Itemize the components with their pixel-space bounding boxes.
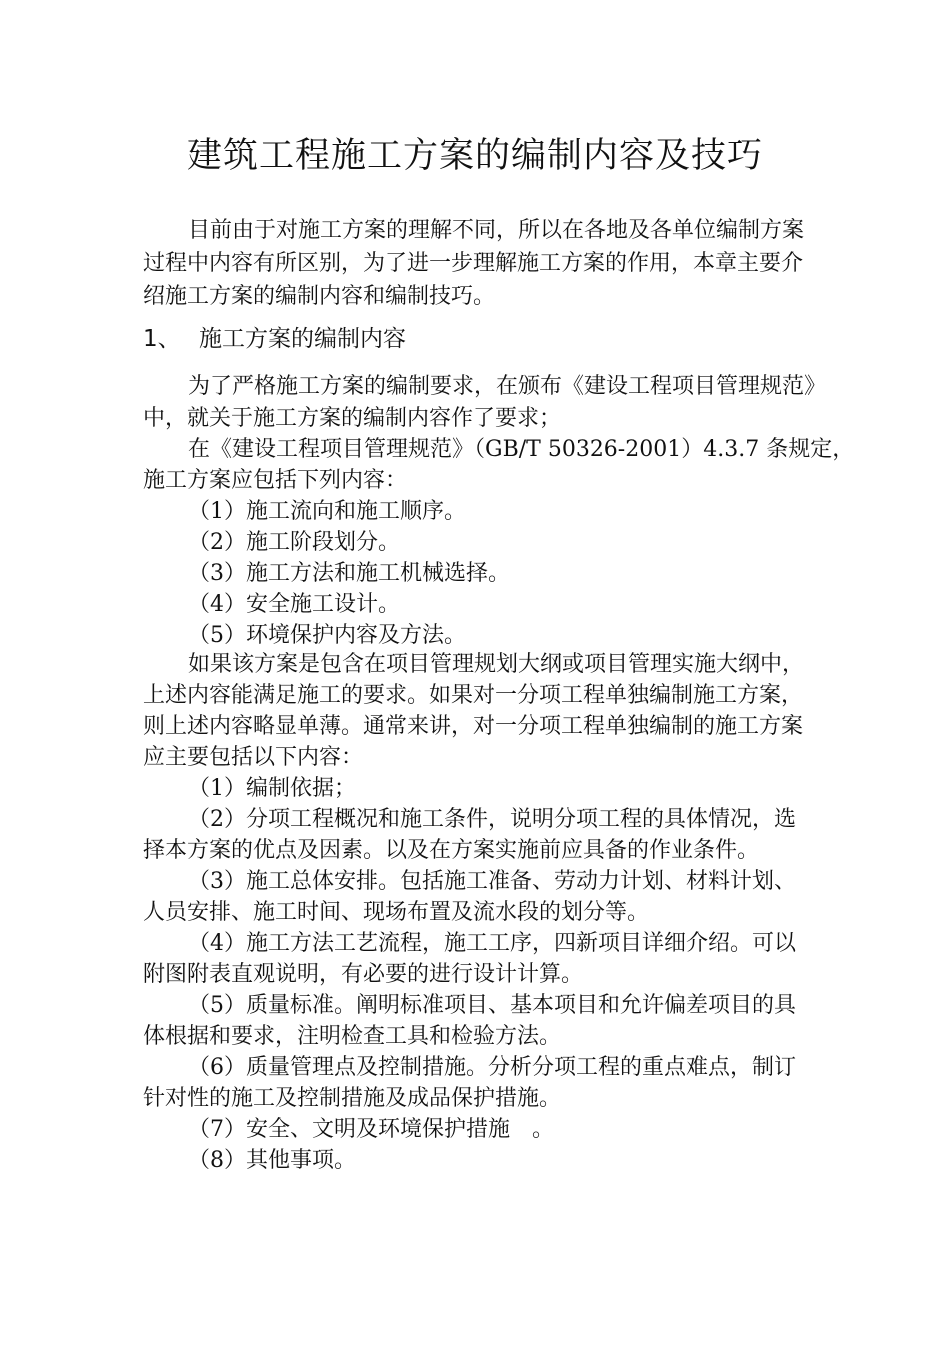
list-item-continuation: 体根据和要求，注明检查工具和检验方法。 xyxy=(143,1024,562,1049)
para-line: 在《建设工程项目管理规范》（GB/T 50326-2001）4.3.7 条规定， xyxy=(188,437,855,462)
intro-line: 绍施工方案的编制内容和编制技巧。 xyxy=(143,284,496,309)
list-item-continuation: 附图附表直观说明，有必要的进行设计计算。 xyxy=(143,962,584,987)
list-item: （7）安全、文明及环境保护措施 。 xyxy=(188,1117,554,1142)
para-line: 为了严格施工方案的编制要求，在颁布《建设工程项目管理规范》 xyxy=(188,374,827,399)
para-line: 如果该方案是包含在项目管理规划大纲或项目管理实施大纲中， xyxy=(188,652,805,677)
list-item-continuation: 针对性的施工及控制措施及成品保护措施。 xyxy=(143,1086,562,1111)
section-title: 施工方案的编制内容 xyxy=(199,326,406,352)
list-item-continuation: 择本方案的优点及因素。以及在方案实施前应具备的作业条件。 xyxy=(143,838,760,863)
list-item: （2）施工阶段划分。 xyxy=(188,530,400,555)
para-line: 则上述内容略显单薄。通常来讲，对一分项工程单独编制的施工方案 xyxy=(143,714,804,739)
list-item-continuation: 人员安排、施工时间、现场布置及流水段的划分等。 xyxy=(143,900,650,925)
intro-line: 目前由于对施工方案的理解不同，所以在各地及各单位编制方案 xyxy=(188,218,805,243)
list-item: （1）施工流向和施工顺序。 xyxy=(188,499,466,524)
list-item: （5）环境保护内容及方法。 xyxy=(188,623,466,648)
list-item: （4）施工方法工艺流程，施工工序，四新项目详细介绍。可以 xyxy=(188,931,796,956)
list-item: （3）施工总体安排。包括施工准备、劳动力计划、材料计划、 xyxy=(188,869,796,894)
section-heading xyxy=(143,322,406,356)
list-item: （2）分项工程概况和施工条件，说明分项工程的具体情况，选 xyxy=(188,807,796,832)
intro-line: 过程中内容有所区别，为了进一步理解施工方案的作用，本章主要介 xyxy=(143,251,804,276)
list-item: （5）质量标准。阐明标准项目、基本项目和允许偏差项目的具 xyxy=(188,993,796,1018)
list-item: （4）安全施工设计。 xyxy=(188,592,400,617)
list-item: （1）编制依据； xyxy=(188,776,356,801)
list-item: （8）其他事项。 xyxy=(188,1148,356,1173)
para-line: 中，就关于施工方案的编制内容作了要求； xyxy=(143,406,562,431)
list-item: （3）施工方法和施工机械选择。 xyxy=(188,561,510,586)
para-line: 应主要包括以下内容： xyxy=(143,745,364,770)
para-line: 施工方案应包括下列内容： xyxy=(143,468,408,493)
section-number: 1、 xyxy=(143,326,181,352)
document-title: 建筑工程施工方案的编制内容及技巧 xyxy=(186,136,763,176)
list-item: （6）质量管理点及控制措施。分析分项工程的重点难点，制订 xyxy=(188,1055,796,1080)
para-line: 上述内容能满足施工的要求。如果对一分项工程单独编制施工方案， xyxy=(143,683,804,708)
